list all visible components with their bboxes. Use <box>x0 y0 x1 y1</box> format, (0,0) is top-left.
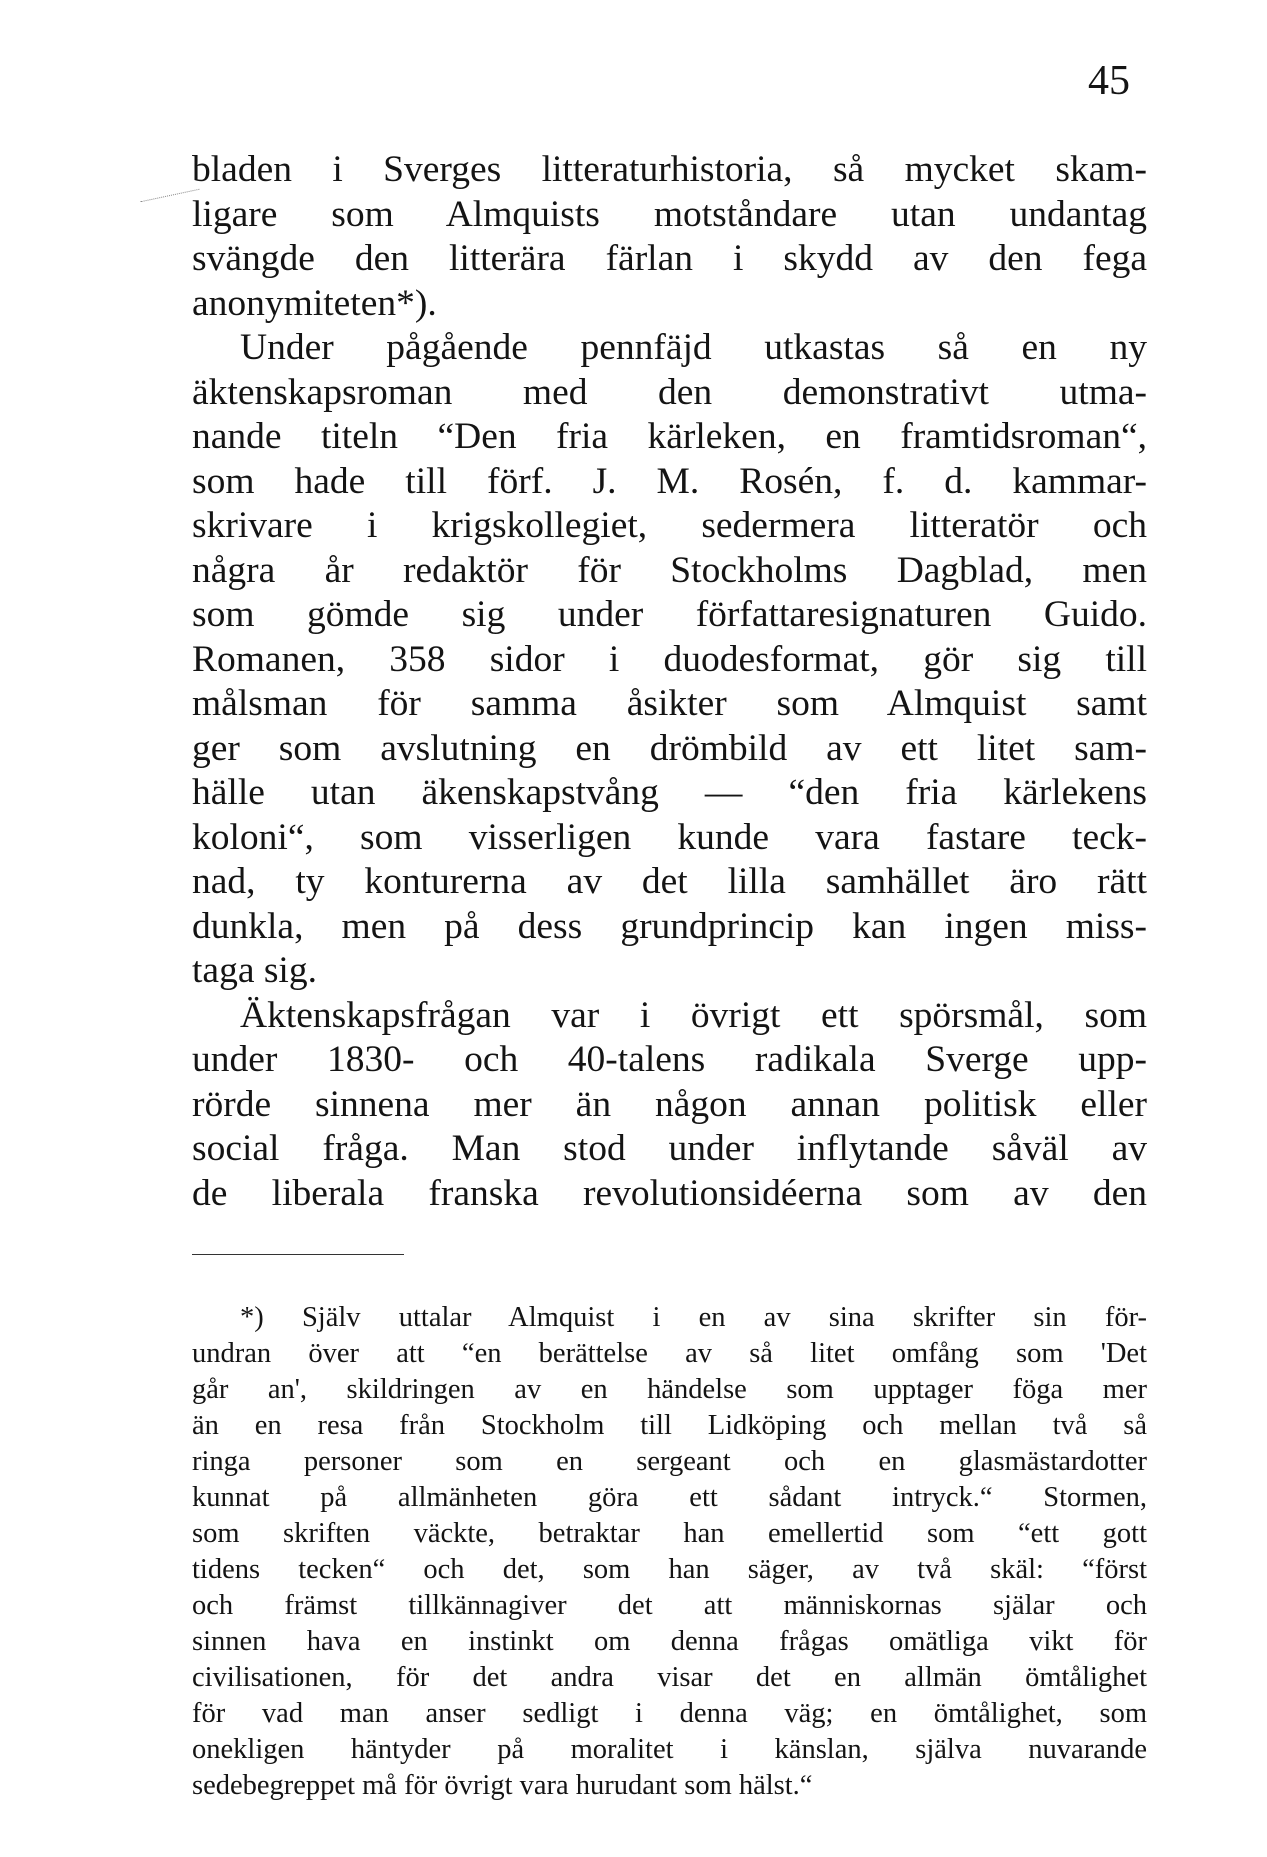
text-line: ligare som Almquists motståndare utan undantag <box>192 193 1147 235</box>
text-line: som hade till förf. J. M. Rosén, f. d. kammar- <box>192 460 1147 502</box>
text-line: taga sig. <box>192 950 317 991</box>
footnote-line: går an', skildringen av en händelse som upptager föga mer <box>192 1374 1147 1405</box>
text-line: som gömde sig under författaresignaturen Guido. <box>192 594 1147 635</box>
footnote-line: och främst tillkännagiver det att människornas själar och <box>192 1590 1147 1621</box>
text-line: dunkla, men på dess grundprincip kan ingen miss- <box>192 905 1147 947</box>
text-line: rörde sinnena mer än någon annan politisk eller <box>192 1083 1147 1125</box>
footnote-line: för vad man anser sedligt i denna väg; en ömtålighet, som <box>192 1698 1147 1729</box>
text-line: Äktenskapsfrågan var i övrigt ett spörsmål, som <box>240 994 1147 1036</box>
text-line: svängde den litterära färlan i skydd av den fega <box>192 238 1147 279</box>
footnote-divider <box>192 1254 404 1255</box>
text-line: Under pågående pennfäjd utkastas så en ny <box>240 327 1147 368</box>
text-line: anonymiteten*). <box>192 282 437 324</box>
text-line: social fråga. Man stod under inflytande såväl av <box>192 1128 1147 1169</box>
text-line: Romanen, 358 sidor i duodesformat, gör sig till <box>192 638 1147 680</box>
footnote-line: än en resa från Stockholm till Lidköping och mellan två så <box>192 1410 1147 1441</box>
text-line: skrivare i krigskollegiet, sedermera litteratör och <box>192 505 1147 546</box>
text-line: bladen i Sverges litteraturhistoria, så mycket skam- <box>192 149 1147 190</box>
footnote <box>192 1300 1147 1804</box>
text-line: de liberala franska revolutionsidéerna som av den <box>192 1172 1147 1214</box>
footnote-line: civilisationen, för det andra visar det en allmän ömtålighet <box>192 1662 1147 1693</box>
footnote-line: som skriften väckte, betraktar han emellertid som “ett gott <box>192 1518 1147 1549</box>
scan-artifact <box>141 189 200 202</box>
footnote-line: *) Själv uttalar Almquist i en av sina skrifter sin för- <box>240 1302 1147 1333</box>
text-line: koloni“, som visserligen kunde vara fastare teck- <box>192 816 1147 858</box>
footnote-line: sinnen hava en instinkt om denna frågas omätliga vikt för <box>192 1626 1147 1657</box>
footnote-line: kunnat på allmänheten göra ett sådant intryck.“ Stormen, <box>192 1482 1147 1513</box>
text-line: målsman för samma åsikter som Almquist samt <box>192 683 1147 724</box>
text-line: under 1830- och 40-talens radikala Sverge upp- <box>192 1039 1147 1080</box>
text-line: nande titeln “Den fria kärleken, en framtidsroman“, <box>192 416 1147 457</box>
footnote-line: tidens tecken“ och det, som han säger, av två skäl: “först <box>192 1554 1147 1585</box>
text-line: ger som avslutning en drömbild av ett litet sam- <box>192 727 1147 769</box>
page-number: 45 <box>1088 58 1130 104</box>
text-line: hälle utan äkenskapstvång — “den fria kärlekens <box>192 772 1147 813</box>
footnote-line: onekligen häntyder på moralitet i känslan, själva nuvarande <box>192 1734 1147 1765</box>
text-line: äktenskapsroman med den demonstrativt utma- <box>192 371 1147 413</box>
footnote-line: undran över att “en berättelse av så litet omfång som 'Det <box>192 1338 1147 1369</box>
text-line: några år redaktör för Stockholms Dagblad, men <box>192 549 1147 591</box>
body-text <box>192 148 1147 1216</box>
footnote-line: ringa personer som en sergeant och en glasmästardotter <box>192 1446 1147 1477</box>
text-line: nad, ty konturerna av det lilla samhället äro rätt <box>192 861 1147 902</box>
footnote-line: sedebegreppet må för övrigt vara hurudant som hälst.“ <box>192 1770 813 1801</box>
